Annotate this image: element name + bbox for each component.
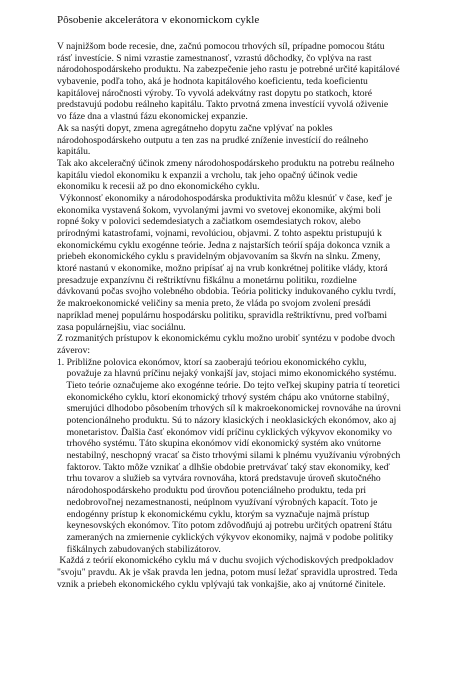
text-line: ropné šoky v polovici sedemdesiatych a začiatkom osemdesiatych rokov, alebo [57, 216, 361, 228]
document-body [57, 41, 458, 590]
text-line: národohospodárskeho produktu. Na zabezpečenie jeho rastu je potrebné určité kapitálové [57, 64, 400, 76]
paragraph [57, 555, 458, 590]
paragraph [57, 158, 458, 193]
text-line: Výkonnosť ekonomiky a národohospodárska produktivita môžu klesnúť v čase, keď je [57, 192, 393, 204]
text-line: nedobrovoľnej nezamestnanosti, neúplnom využívaní výrobných kapacít. Toto je [57, 496, 378, 508]
text-line: rásť investície. S nimi vzrastie zamestnanosť, vzrastú dôchodky, čo vplýva na rast [57, 52, 372, 64]
text-line: vznik a priebeh ekonomického cyklu vplývajú tak vonkajšie, ako aj vnútorné činitele. [57, 578, 386, 590]
text-line: presadzuje expanzívnu či reštriktívnu fiškálnu a monetárnu politiku, rozdielne [57, 274, 357, 286]
text-line: Ak sa nasýti dopyt, zmena agregátneho dopytu začne vplývať na pokles [57, 122, 333, 134]
text-line: ktoré nastanú v ekonomike, možno pripísať aj na vrub konkrétnej politike vlády, ktorá [57, 263, 388, 275]
text-line: vo fáze dna a vlastnú fázu ekonomickej expanzie. [57, 111, 248, 123]
text-line: predstavujú podobu reálneho kapitálu. Takto prvotná zmena investícií vyvolá oživenie [57, 99, 389, 111]
text-line: endogénny prístup k ekonomickému cyklu, ktorým sa vyznačuje najmä prístup [57, 508, 370, 520]
paragraph [57, 41, 458, 123]
text-line: smerujúci dlhodobo pôsobením trhových síl k makroekonomickej rovnováhe na úrovni [57, 403, 401, 415]
text-line: kapitálu. [57, 146, 91, 158]
text-line: ekonomiku k recesii až po dno ekonomického cyklu. [57, 181, 260, 193]
text-line: fiškálnych zabudovaných stabilizátorov. [57, 543, 221, 555]
text-line: "svoju" pravdu. Ak je však pravda len jedna, potom musí ležať spravidla uprostred. Teda [57, 566, 398, 578]
text-line: faktorov. Takto môže vznikať a dlhšie obdobie pretrvávať taký stav ekonomiky, keď [57, 461, 390, 473]
text-line: ekonomika vystavená šokom, vyvolanými javmi vo svetovej ekonomike, akými boli [57, 204, 381, 216]
text-line: zameraných na zmiernenie cyklických výkyvov ekonomiky, najmä v podobe politiky [57, 531, 394, 543]
paragraph [57, 333, 458, 356]
text-line: Tieto teórie označujeme ako exogénne teórie. Do tejto veľkej skupiny patria tí teoretici [57, 379, 401, 391]
paragraph [57, 357, 458, 556]
text-line: monetaristov. Ďalšia časť ekonómov vidí príčinu cyklických výkyvov ekonomiky vo [57, 426, 392, 438]
text-line: kapitálu viedol ekonomiku k expanzii a vrcholu, tak jeho opačný účinok vedie [57, 169, 358, 181]
text-line: vybavenie, podľa toho, aká je hodnota kapitálového koeficientu, teda koeficientu [57, 76, 368, 88]
text-line: považuje za hlavnú príčinu nejaký vonkajší jav, stojaci mimo ekonomického systému. [57, 368, 397, 380]
paragraph [57, 193, 458, 333]
text-line: zasa populárnejšiu, viac sociálnu. [57, 321, 186, 333]
text-line: Každá z teórií ekonomického cyklu má v duchu svojich východiskových predpokladov [57, 555, 394, 567]
text-line: Tak ako akceleračný účinok zmeny národohospodárskeho produktu na potrebu reálneho [57, 157, 395, 169]
text-line: kapitálovej náročnosti výroby. To vyvolá adekvátny rast dopytu po statkoch, ktoré [57, 87, 373, 99]
text-line: ekonomického cyklu, ktorí ekonomický trhový systém chápu ako vnútorne stabilný, [57, 391, 390, 403]
paragraph [57, 123, 458, 158]
text-line: záverov: [57, 344, 91, 356]
text-line: 1. Približne polovica ekonómov, ktorí sa zaoberajú teóriou ekonomického cyklu, [57, 356, 367, 368]
text-line: Z rozmanitých prístupov k ekonomickému cyklu možno urobiť syntézu v podobe dvoch [57, 333, 395, 345]
text-line: trhového systému. Táto skupina ekonómov vidí ekonomický systém ako vnútorne [57, 438, 381, 450]
text-line: napríklad menej populárnu hospodársku politiku, spravidla reštriktívnu, pred voľbami [57, 309, 388, 321]
text-line: priebeh ekonomického cyklu s pravidelným objavovaním sa škvŕn na slnku. Zmeny, [57, 251, 381, 263]
text-line: národohospodárskeho outputu a ten zas na prudké zníženie investícií do reálneho [57, 134, 369, 146]
text-line: keynesovských ekonómov. Títo potom zdôvodňujú aj potrebu určitých opatrení štátu [57, 520, 392, 532]
text-line: prírodnými katastrofami, vojnami, revolúciou, objavmi. Z tohto aspektu pristupujú k [57, 228, 382, 239]
text-line: dávkovanú počas svojho volebného obdobia. Teória politicky indukovaného cyklu tvrdí, [57, 286, 396, 298]
text-line: trhu tovarov a služieb sa vytvára rovnováha, ktorá predstavuje úroveň skutočného [57, 473, 381, 485]
text-line: ekonomickému cyklu exogénne teórie. Jedna z najstarších teórií spája dokonca vznik a [57, 239, 390, 251]
text-line: národohospodárskeho produktu pod úrovňou potenciálneho produktu, teda pri [57, 485, 367, 497]
text-line: V najnižšom bode recesie, dne, začnú pomocou trhových síl, prípadne pomocou štátu [57, 41, 385, 52]
text-line: nestabilný, neschopný vracať sa čisto trhovými silami k plnému využívaniu výrobných [57, 450, 401, 462]
text-line: potencionálneho produktu. Sú to názory klasických i neoklasických ekonómov, ako aj [57, 415, 397, 426]
document-title: Pôsobenie akcelerátora v ekonomickom cykle [57, 14, 260, 26]
text-line: že makroekonomické veličiny sa menia preto, že vláda po svojom zvolení presádi [57, 298, 371, 310]
